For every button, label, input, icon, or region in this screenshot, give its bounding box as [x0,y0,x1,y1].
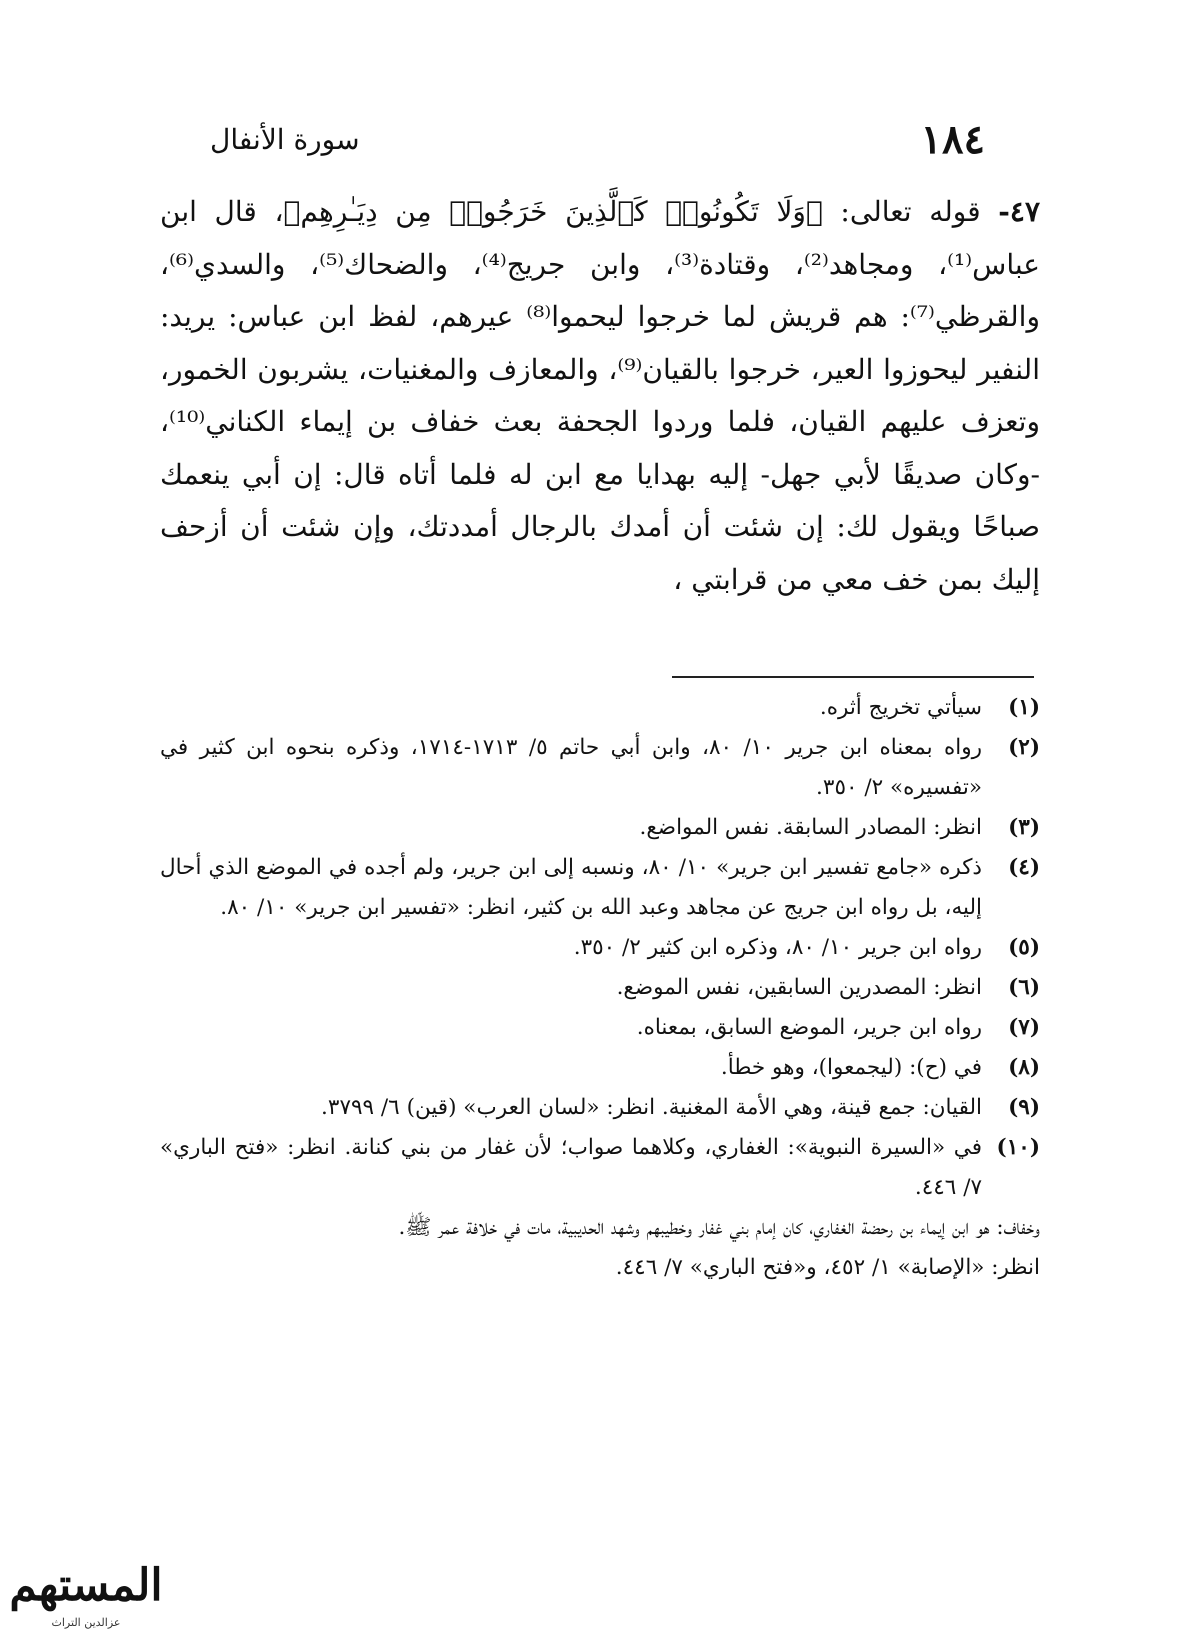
verse-number: ٤٧- [998,195,1040,228]
footnote [160,968,1040,1008]
page-header [210,110,985,170]
footnote-text: انظر: المصادر السابقة. نفس المواضع. [639,815,982,840]
footnote-text: سيأتي تخريج أثره. [819,695,982,720]
footnote [160,848,1040,928]
publisher-logo [6,1560,166,1630]
footnote [160,1128,1040,1208]
logo-subtext: عزالدین التراث [51,1616,121,1629]
footnote-number: (٦) [1008,975,1040,1000]
footnote-text: رواه بمعناه ابن جرير ١٠/ ٨٠، وابن أبي حاتم ٥/ ١٧١٣-١٧١٤، وذكره بنحوه ابن كثير في «تفسيره» ٢/ ٣٥٠. [160,735,983,800]
footnote-text: رواه ابن جرير ١٠/ ٨٠، وذكره ابن كثير ٢/ ٣٥٠. [573,935,982,960]
footnote [160,928,1040,968]
footnote [160,1088,1040,1128]
surah-name: سورة الأنفال [210,123,360,156]
footnote-divider [672,676,1034,678]
footnote-text: في (ح): (ليجمعوا)، وهو خطأ. [720,1055,982,1080]
footnotes [160,688,1040,1288]
footnote-number: (١) [1008,695,1040,720]
footnote-number: (٢) [1008,735,1040,760]
footnote-number: (٧) [1008,1015,1040,1040]
footnote [160,1048,1040,1088]
note-paragraph: وخفاف: هو ابن إيماء بن رحضة الغفاري، كان إمام بني غفار وخطيبهم وشهد الحديبية، مات في خلافة عمر ﷺ. [398,1215,1040,1240]
note-paragraph: انظر: «الإصابة» ١/ ٤٥٢، و«فتح الباري» ٧/ ٤٤٦. [615,1255,1040,1280]
logo-text: المستهم [9,1560,163,1611]
footnote-text: القيان: جمع قينة، وهي الأمة المغنية. انظر: «لسان العرب» (قين) ٦/ ٣٧٩٩. [321,1095,982,1120]
footnote-text: ذكره «جامع تفسير ابن جرير» ١٠/ ٨٠، ونسبه إلى ابن جرير، ولم أجده في الموضع الذي أحال إليه، بل رواه ابن جريج عن مجاهد وعبد الله بن كثير، انظر: «تفسير ابن جرير» ١٠/ ٨٠. [160,855,983,920]
footnote-number: (٤) [1008,855,1040,880]
footnote-number: (١٠) [996,1135,1040,1160]
main-body: ، قال ابن عباس⁽¹⁾، ومجاهد⁽²⁾، وقتادة⁽³⁾، وابن جريج⁽⁴⁾، والضحاك⁽⁵⁾، والسدي⁽⁶⁾، والقرظي⁽⁷⁾: هم قريش لما خرجوا ليحموا⁽⁸⁾ عيرهم، لفظ ابن عباس: يريد: النفير ليحوزوا العير، خرجوا بالقيان⁽⁹⁾، والمعازف والمغنيات، يشربون الخمور، وتعزف عليهم القيان، فلما وردوا الجحفة بعث خفاف بن إيماء الكناني⁽¹⁰⁾، -وكان صديقًا لأبي جهل- إليه بهدايا مع ابن له فلما أتاه قال: إن أبي ينعمك صباحًا ويقول لك: إن شئت أن أمدك بالرجال أمددتك، وإن شئت أن أزحف إليك بمن خف معي من قرابتي ، [160,195,1041,596]
footnote-number: (٥) [1008,935,1040,960]
main-text [160,186,1040,606]
quran-quote: ﴿وَلَا تَكُونُوا۟ كَٱلَّذِينَ خَرَجُوا۟ مِن دِيَـٰرِهِم﴾ [283,195,823,228]
footnote [160,1008,1040,1048]
footnote [160,728,1040,808]
footnote-text: انظر: المصدرين السابقين، نفس الموضع. [616,975,982,1000]
footnote-text: في «السيرة النبوية»: الغفاري، وكلاهما صواب؛ لأن غفار من بني كنانة. انظر: «فتح الباري» ٧/ ٤٤٦. [160,1135,982,1200]
footnote-number: (٨) [1008,1055,1040,1080]
footnote-text: رواه ابن جرير، الموضع السابق، بمعناه. [636,1015,982,1040]
page-number: ١٨٤ [920,116,985,163]
verse-intro: قوله تعالى: [840,195,981,228]
footnote [160,808,1040,848]
footnote [160,688,1040,728]
footnote-number: (٩) [1008,1095,1040,1120]
main-paragraph [160,186,1040,606]
footnote-number: (٣) [1008,815,1040,840]
